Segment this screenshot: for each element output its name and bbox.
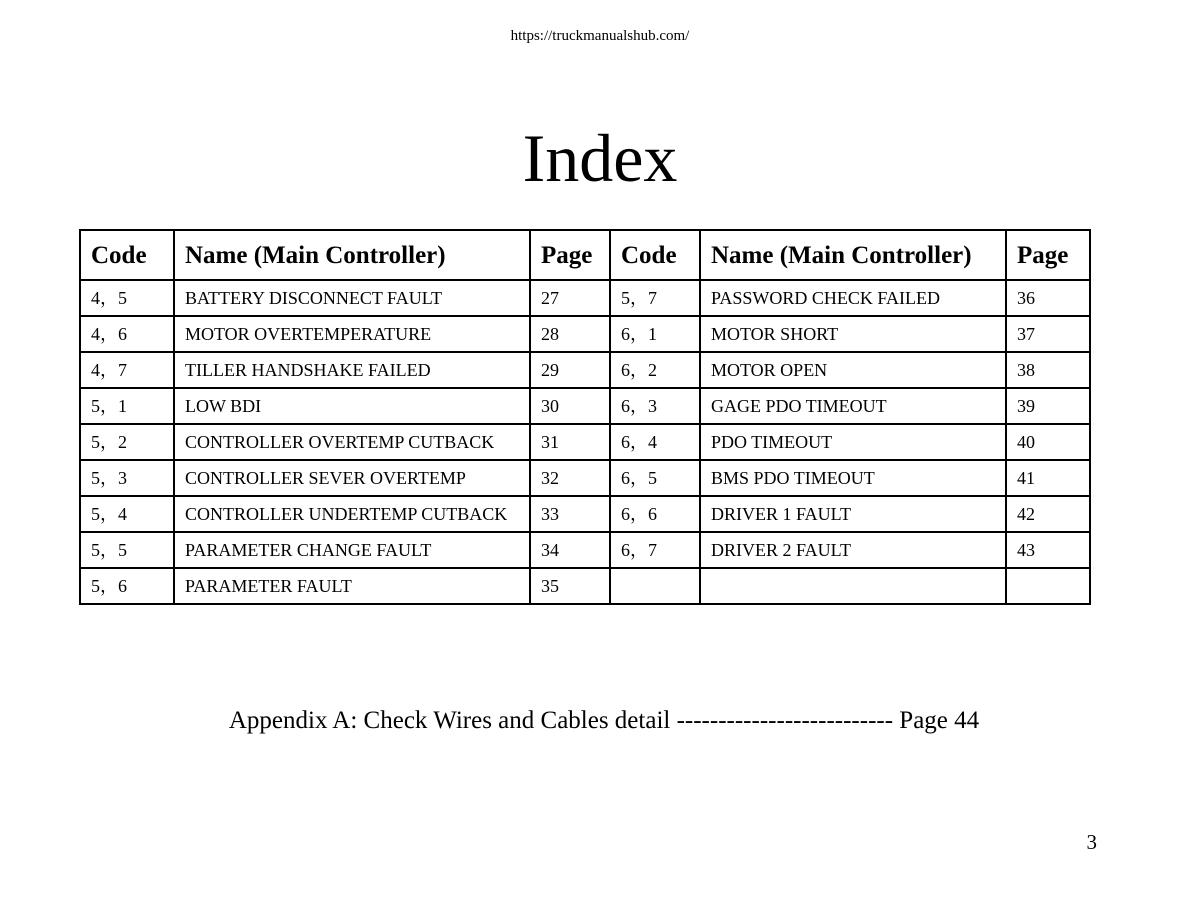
table-row [80, 460, 1090, 496]
fault-code-cell: 5，2 [80, 424, 174, 460]
fault-name-cell: DRIVER 2 FAULT [700, 532, 1006, 568]
fault-name-cell: MOTOR SHORT [700, 316, 1006, 352]
fault-code-cell: 6，5 [610, 460, 700, 496]
page-cell: 35 [530, 568, 610, 604]
fault-code-cell: 6，7 [610, 532, 700, 568]
fault-name-cell: CONTROLLER UNDERTEMP CUTBACK [174, 496, 530, 532]
fault-name-cell: PARAMETER FAULT [174, 568, 530, 604]
page-cell: 37 [1006, 316, 1090, 352]
page-cell: 38 [1006, 352, 1090, 388]
page-cell: 39 [1006, 388, 1090, 424]
table-row [80, 388, 1090, 424]
fault-name-cell: DRIVER 1 FAULT [700, 496, 1006, 532]
fault-code-cell: 4，7 [80, 352, 174, 388]
fault-code-cell: 5，5 [80, 532, 174, 568]
page-cell: 30 [530, 388, 610, 424]
fault-name-cell: LOW BDI [174, 388, 530, 424]
page-cell [1006, 568, 1090, 604]
fault-code-cell: 5，1 [80, 388, 174, 424]
page-cell: 34 [530, 532, 610, 568]
header-page: Page [530, 230, 610, 280]
fault-code-cell: 6，3 [610, 388, 700, 424]
page-cell: 28 [530, 316, 610, 352]
table-header-row [80, 230, 1090, 280]
fault-name-cell: PDO TIMEOUT [700, 424, 1006, 460]
page-cell: 43 [1006, 532, 1090, 568]
fault-code-cell: 6，1 [610, 316, 700, 352]
page-cell: 36 [1006, 280, 1090, 316]
fault-name-cell: PASSWORD CHECK FAILED [700, 280, 1006, 316]
fault-name-cell: MOTOR OPEN [700, 352, 1006, 388]
page-cell: 41 [1006, 460, 1090, 496]
page-number: 3 [1086, 830, 1097, 854]
page-title: Index [522, 120, 678, 196]
table-row [80, 532, 1090, 568]
fault-code-cell: 6，4 [610, 424, 700, 460]
fault-code-cell: 5，4 [80, 496, 174, 532]
fault-code-cell [610, 568, 700, 604]
header-name: Name (Main Controller) [174, 230, 530, 280]
fault-name-cell: PARAMETER CHANGE FAULT [174, 532, 530, 568]
table-row [80, 316, 1090, 352]
header-url: https://truckmanualshub.com/ [510, 28, 690, 44]
header-page: Page [1006, 230, 1090, 280]
page-cell: 33 [530, 496, 610, 532]
page-cell: 29 [530, 352, 610, 388]
page-cell: 40 [1006, 424, 1090, 460]
fault-code-cell: 6，2 [610, 352, 700, 388]
page-cell: 31 [530, 424, 610, 460]
fault-code-cell: 5，3 [80, 460, 174, 496]
fault-name-cell: CONTROLLER OVERTEMP CUTBACK [174, 424, 530, 460]
page-cell: 32 [530, 460, 610, 496]
fault-code-cell: 6，6 [610, 496, 700, 532]
fault-code-cell: 4，6 [80, 316, 174, 352]
appendix-reference: Appendix A: Check Wires and Cables detail -------------------------- Page 44 [228, 707, 980, 734]
table-row [80, 568, 1090, 604]
fault-name-cell: BATTERY DISCONNECT FAULT [174, 280, 530, 316]
fault-name-cell: MOTOR OVERTEMPERATURE [174, 316, 530, 352]
fault-code-cell: 4，5 [80, 280, 174, 316]
fault-code-cell: 5，7 [610, 280, 700, 316]
fault-code-index-table [79, 229, 1091, 605]
table-row [80, 352, 1090, 388]
page-cell: 42 [1006, 496, 1090, 532]
header-name: Name (Main Controller) [700, 230, 1006, 280]
header-code: Code [610, 230, 700, 280]
page-cell: 27 [530, 280, 610, 316]
fault-name-cell: CONTROLLER SEVER OVERTEMP [174, 460, 530, 496]
header-code: Code [80, 230, 174, 280]
table-row [80, 424, 1090, 460]
fault-name-cell: BMS PDO TIMEOUT [700, 460, 1006, 496]
table-row [80, 280, 1090, 316]
fault-name-cell [700, 568, 1006, 604]
table-row [80, 496, 1090, 532]
fault-name-cell: GAGE PDO TIMEOUT [700, 388, 1006, 424]
fault-code-cell: 5，6 [80, 568, 174, 604]
fault-name-cell: TILLER HANDSHAKE FAILED [174, 352, 530, 388]
